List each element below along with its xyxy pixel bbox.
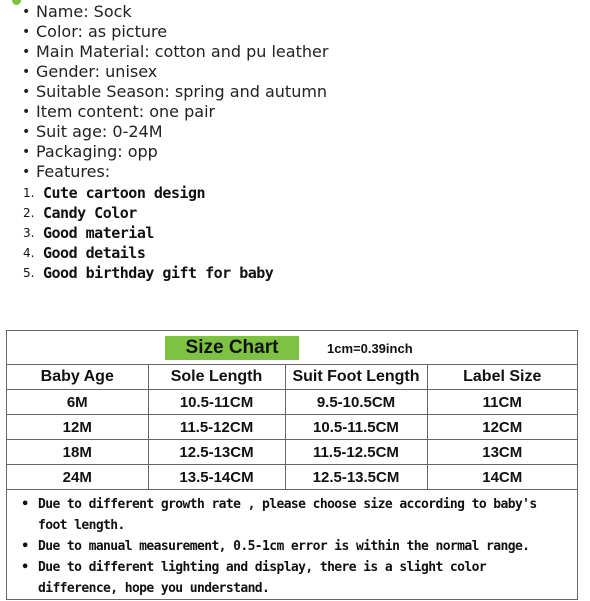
spec-item: • Color: as picture xyxy=(22,22,168,41)
table-cell: 18M xyxy=(7,440,148,465)
table-row xyxy=(7,440,577,465)
spec-item: • Suitable Season: spring and autumn xyxy=(22,82,328,101)
table-cell: 10.5-11.5CM xyxy=(285,415,427,440)
spec-item: • Packaging: opp xyxy=(22,142,158,161)
spec-list xyxy=(0,2,328,182)
size-note: • Due to different growth rate , please choose size according to baby's foot length. xyxy=(7,494,577,536)
spec-item: • Name: Sock xyxy=(22,2,132,21)
table-cell: 14CM xyxy=(427,465,577,490)
table-row xyxy=(7,465,577,490)
feature-item: 3. Good material xyxy=(23,224,154,242)
feature-list xyxy=(0,183,273,283)
size-chart xyxy=(6,330,578,600)
size-note: • Due to manual measurement, 0.5-1cm error is within the normal range. xyxy=(7,536,577,557)
bullet-icon: • xyxy=(22,44,31,60)
feature-item: 2. Candy Color xyxy=(23,204,137,222)
table-cell: 6M xyxy=(7,390,148,415)
size-notes-list xyxy=(7,494,577,599)
spec-item: • Gender: unisex xyxy=(22,62,158,81)
table-cell: 10.5-11CM xyxy=(148,390,285,415)
bullet-icon: • xyxy=(22,164,31,180)
bullet-icon: • xyxy=(21,560,29,575)
bullet-icon: • xyxy=(22,24,31,40)
table-cell: 13CM xyxy=(427,440,577,465)
size-chart-header xyxy=(7,331,577,364)
spec-item: • Item content: one pair xyxy=(22,102,216,121)
table-cell: 12.5-13.5CM xyxy=(285,465,427,490)
table-cell: 11CM xyxy=(427,390,577,415)
table-cell: 12CM xyxy=(427,415,577,440)
bullet-icon: • xyxy=(22,144,31,160)
table-cell: 11.5-12.5CM xyxy=(285,440,427,465)
table-row xyxy=(7,390,577,415)
column-header: Suit Foot Length xyxy=(285,365,427,390)
bullet-icon: • xyxy=(21,539,29,554)
bullet-icon: • xyxy=(22,84,31,100)
bullet-icon: • xyxy=(22,124,31,140)
bullet-icon: • xyxy=(22,4,31,20)
spec-item: • Main Material: cotton and pu leather xyxy=(22,42,329,61)
column-header: Label Size xyxy=(427,365,577,390)
bullet-icon: • xyxy=(22,104,31,120)
unit-conversion-note: 1cm=0.39inch xyxy=(327,341,413,356)
size-note: • Due to different lighting and display, there is a slight color difference, hope you understand. xyxy=(7,557,577,599)
spec-item: • Suit age: 0-24M xyxy=(22,122,163,141)
size-chart-title: Size Chart xyxy=(165,336,299,360)
table-row xyxy=(7,415,577,440)
bullet-icon: • xyxy=(22,64,31,80)
feature-item: 5. Good birthday gift for baby xyxy=(23,264,274,282)
table-cell: 13.5-14CM xyxy=(148,465,285,490)
table-cell: 11.5-12CM xyxy=(148,415,285,440)
size-table xyxy=(7,364,577,490)
bullet-icon: • xyxy=(21,497,29,512)
table-cell: 9.5-10.5CM xyxy=(285,390,427,415)
feature-item: 4. Good details xyxy=(23,244,146,262)
feature-item: 1. Cute cartoon design xyxy=(23,184,206,202)
table-header-row xyxy=(7,365,577,390)
table-cell: 24M xyxy=(7,465,148,490)
column-header: Baby Age xyxy=(7,365,148,390)
spec-item: • Features: xyxy=(22,162,111,181)
column-header: Sole Length xyxy=(148,365,285,390)
table-cell: 12.5-13CM xyxy=(148,440,285,465)
table-cell: 12M xyxy=(7,415,148,440)
